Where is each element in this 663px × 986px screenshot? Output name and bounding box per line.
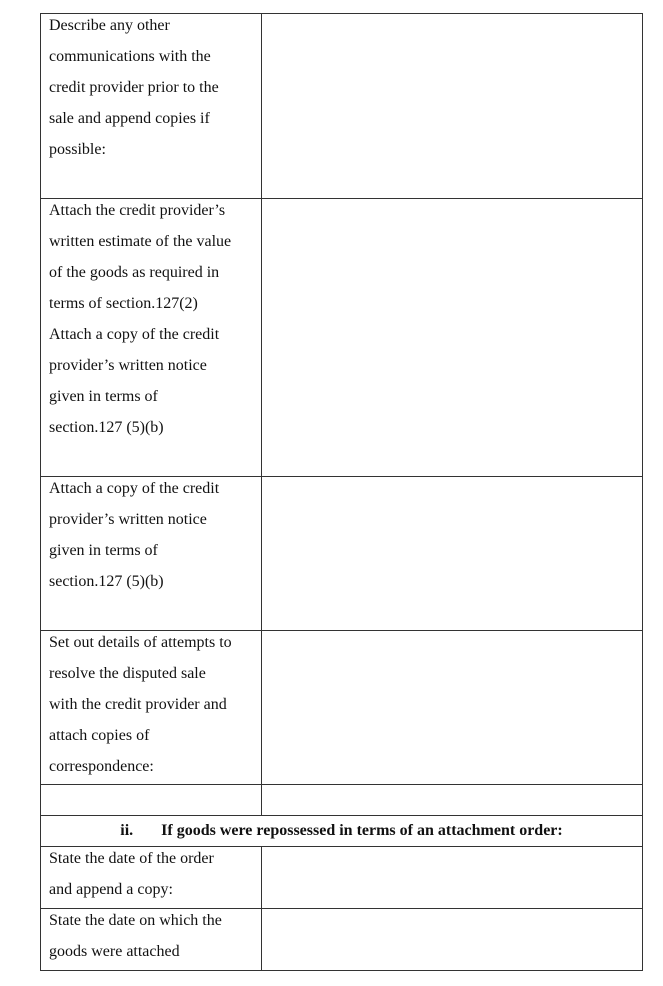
form-row-written-notice bbox=[41, 477, 643, 631]
label-cell bbox=[41, 631, 262, 785]
field-label-written-estimate: Attach the credit provider’s written estimate of the value of the goods as required in terms of section.127(2) Attach a copy of the credit provider’s written notice given in terms of section.127 (5)(b) bbox=[49, 202, 232, 436]
section-header-row bbox=[41, 816, 643, 847]
section-header-cell bbox=[41, 816, 643, 847]
field-label-order-date: State the date of the order and append a copy: bbox=[49, 850, 214, 898]
answer-field-order-date[interactable] bbox=[262, 847, 643, 909]
answer-field-resolve-attempts[interactable] bbox=[262, 631, 643, 785]
form-row-order-date bbox=[41, 847, 643, 909]
form-row-blank bbox=[41, 785, 643, 816]
blank-label-cell bbox=[41, 785, 262, 816]
field-label-other-communications: Describe any other communications with the credit provider prior to the sale and append copies if possible: bbox=[49, 17, 219, 158]
field-label-resolve-attempts: Set out details of attempts to resolve the disputed sale with the credit provider and attach copies of correspondence: bbox=[49, 634, 232, 775]
field-label-attachment-date: State the date on which the goods were attached bbox=[49, 912, 222, 960]
form-row-attachment-date bbox=[41, 909, 643, 971]
blank-answer-field[interactable] bbox=[262, 785, 643, 816]
form-row-resolve-attempts bbox=[41, 631, 643, 785]
label-cell bbox=[41, 199, 262, 477]
form-row-written-estimate bbox=[41, 199, 643, 477]
answer-field-attachment-date[interactable] bbox=[262, 909, 643, 971]
credit-dispute-form-table bbox=[40, 13, 643, 971]
label-cell bbox=[41, 847, 262, 909]
section-title: If goods were repossessed in terms of an attachment order: bbox=[161, 822, 563, 839]
answer-field-other-communications[interactable] bbox=[262, 14, 643, 199]
field-label-written-notice: Attach a copy of the credit provider’s written notice given in terms of section.127 (5)(b) bbox=[49, 480, 220, 590]
answer-field-written-notice[interactable] bbox=[262, 477, 643, 631]
label-cell bbox=[41, 909, 262, 971]
section-number: ii. bbox=[120, 822, 134, 839]
form-row-other-communications bbox=[41, 14, 643, 199]
answer-field-written-estimate[interactable] bbox=[262, 199, 643, 477]
label-cell bbox=[41, 14, 262, 199]
label-cell bbox=[41, 477, 262, 631]
